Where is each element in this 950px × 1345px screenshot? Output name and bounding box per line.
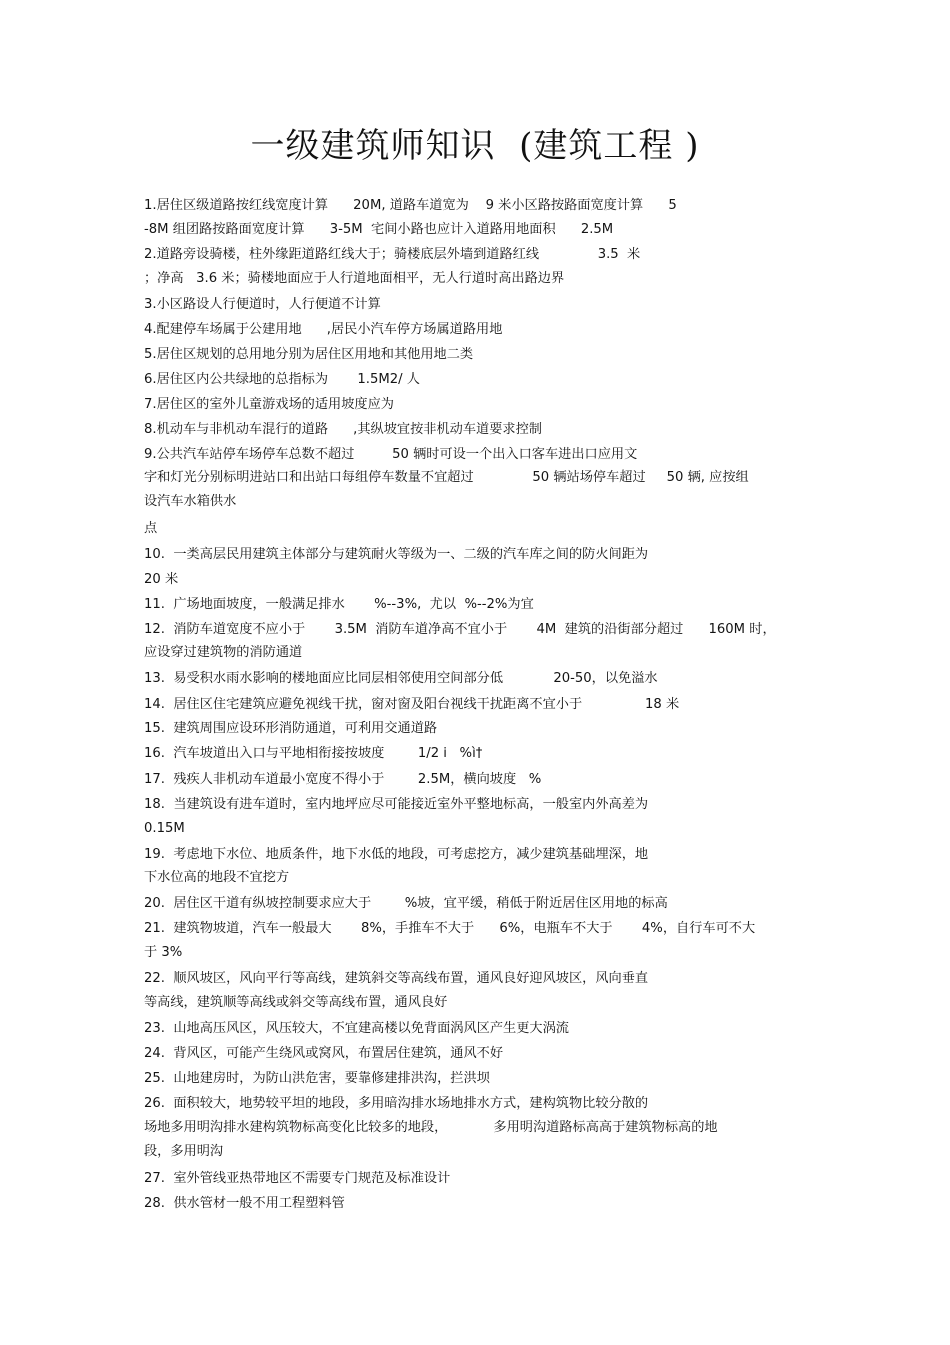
- text-line: 3.小区路设人行便道时，人行便道不计算: [144, 297, 381, 312]
- text-line: 12. 消防车道宽度不应小于 3.5M 消防车道净高不宜小于 4M 建筑的沿街部分超过 160M 时，: [144, 622, 776, 637]
- text-line: 10. 一类高层民用建筑主体部分与建筑耐火等级为一、二级的汽车库之间的防火间距为: [144, 547, 649, 562]
- text-line: 19. 考虑地下水位、地质条件，地下水低的地段，可考虑挖方，减少建筑基础埋深，地: [144, 847, 649, 862]
- text-line: 1.居住区级道路按红线宽度计算 20M, 道路车道宽为 9 米小区路按路面宽度计算 5: [144, 198, 677, 213]
- text-line: 13. 易受积水雨水影响的楼地面应比同层相邻使用空间部分低 20-50，以免溢水: [144, 671, 658, 686]
- text-line: ；净高 3.6 米；骑楼地面应于人行道地面相平，无人行道时高出路边界: [144, 271, 565, 286]
- text-line: 24. 背风区，可能产生绕风或窝风，布置居住建筑，通风不好: [144, 1046, 504, 1061]
- page-title: 一级建筑师知识 (建筑工程 ): [250, 126, 700, 166]
- text-line: 11. 广场地面坡度，一般满足排水 %--3%, 尤以 %--2%为宜: [144, 597, 534, 612]
- text-line: 4.配建停车场属于公建用地 ,居民小汽车停方场属道路用地: [144, 322, 503, 337]
- text-line: 15. 建筑周围应设环形消防通道，可利用交通道路: [144, 721, 438, 736]
- text-line: 9.公共汽车站停车场停车总数不超过 50 辆时可设一个出入口客车进出口应用文: [144, 447, 638, 462]
- text-line: 14. 居住区住宅建筑应避免视线干扰，窗对窗及阳台视线干扰距离不宜小于 18 米: [144, 697, 680, 712]
- text-line: 2.道路旁设骑楼，柱外缘距道路红线大于；骑楼底层外墙到道路红线 3.5 米: [144, 247, 641, 262]
- text-line: -8M 组团路按路面宽度计算 3-5M 宅间小路也应计入道路用地面积 2.5M: [144, 222, 614, 237]
- text-line: 21. 建筑物坡道，汽车一般最大 8%，手推车不大于 6%，电瓶车不大于 4%，自行车可不大: [144, 921, 756, 936]
- text-line: 22. 顺风坡区，风向平行等高线，建筑斜交等高线布置，通风良好迎风坡区，风向垂直: [144, 971, 649, 986]
- text-line: 7.居住区的室外儿童游戏场的适用坡度应为: [144, 397, 394, 412]
- text-line: 应设穿过建筑物的消防通道: [144, 645, 303, 660]
- text-line: 25. 山地建房时，为防山洪危害，要靠修建排洪沟，拦洪坝: [144, 1071, 490, 1086]
- text-line: 段，多用明沟: [144, 1144, 224, 1159]
- text-line: 点: [144, 521, 158, 536]
- text-line: 字和灯光分别标明进站口和出站口每组停车数量不宜超过 50 辆站场停车超过 50 辆, 应按组: [144, 470, 749, 485]
- text-line: 18. 当建筑设有进车道时，室内地坪应尽可能接近室外平整地标高，一般室内外高差为: [144, 797, 649, 812]
- text-line: 20. 居住区干道有纵坡控制要求应大于 %坡，宜平缓，稍低于附近居住区用地的标高: [144, 896, 668, 911]
- text-line: 场地多用明沟排水建构筑物标高变化比较多的地段， 多用明沟道路标高高于建筑物标高的地: [144, 1120, 718, 1135]
- text-line: 0.15M: [144, 821, 185, 836]
- text-line: 等高线，建筑顺等高线或斜交等高线布置，通风良好: [144, 995, 448, 1010]
- text-line: 26. 面积较大，地势较平坦的地段，多用暗沟排水场地排水方式，建构筑物比较分散的: [144, 1096, 649, 1111]
- text-line: 16. 汽车坡道出入口与平地相衔接按坡度 1/2 i %ì†: [144, 746, 483, 761]
- text-line: 8.机动车与非机动车混行的道路 ,其纵坡宜按非机动车道要求控制: [144, 422, 542, 437]
- text-line: 于 3%: [144, 945, 183, 960]
- text-line: 23. 山地高压风区，风压较大，不宜建高楼以免背面涡风区产生更大涡流: [144, 1021, 569, 1036]
- text-line: 28. 供水管材一般不用工程塑料管: [144, 1196, 345, 1211]
- text-line: 下水位高的地段不宜挖方: [144, 870, 290, 885]
- text-line: 27. 室外管线亚热带地区不需要专门规范及标准设计: [144, 1171, 451, 1186]
- text-line: 设汽车水箱供水: [144, 494, 237, 509]
- text-line: 17. 残疾人非机动车道最小宽度不得小于 2.5M，横向坡度 %: [144, 772, 542, 787]
- text-line: 6.居住区内公共绿地的总指标为 1.5M2/ 人: [144, 372, 420, 387]
- text-line: 20 米: [144, 572, 179, 587]
- text-line: 5.居住区规划的总用地分别为居住区用地和其他用地二类: [144, 347, 474, 362]
